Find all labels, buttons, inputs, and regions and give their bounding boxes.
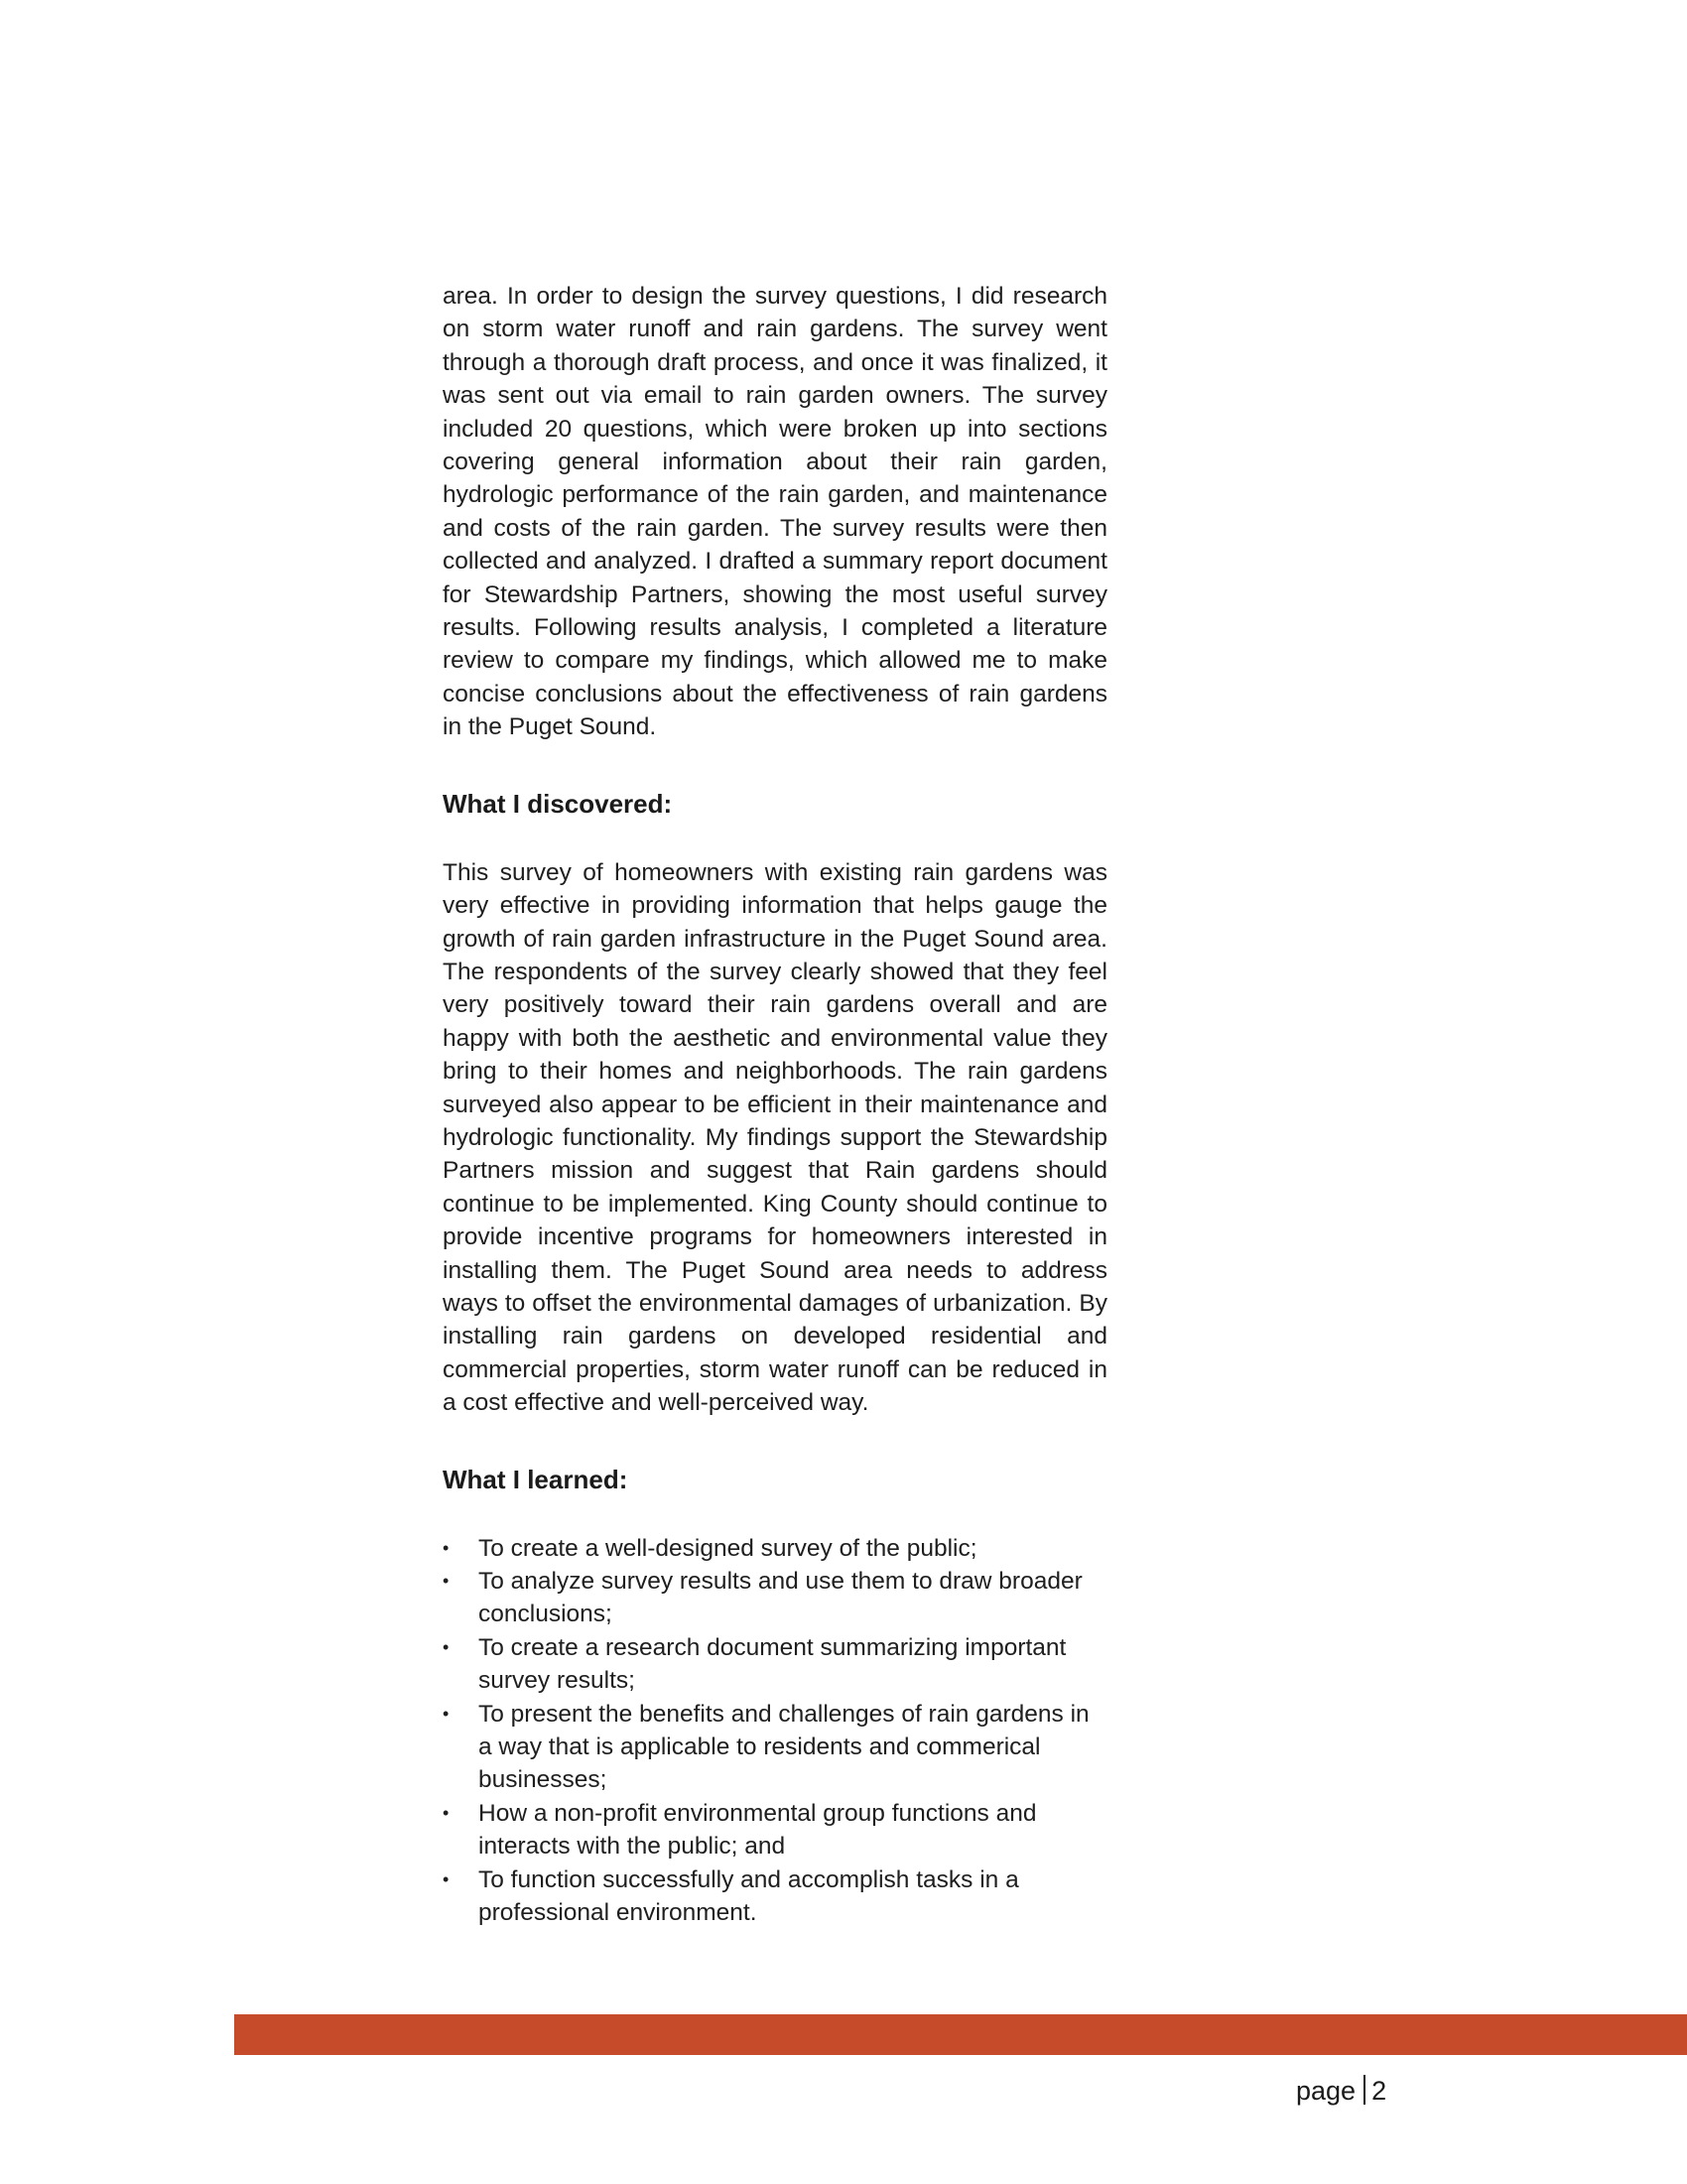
document-body <box>443 280 1107 1929</box>
list-item <box>443 1631 1107 1698</box>
list-item-text: To function successfully and accomplish tasks in a professional environment. <box>478 1865 1019 1927</box>
discovered-paragraph: This survey of homeowners with existing rain gardens was very effective in providing information that helps gauge the growth of rain garden infrastructure in the Puget Sound area. The respondents of the survey clearly showed that they feel very positively toward their rain gardens overall and are happy with both the aesthetic and environmental value they bring to their homes and neighborhoods. The rain gardens surveyed also appear to be efficient in their maintenance and hydrologic functionality. My findings support the Stewardship Partners mission and suggest that Rain gardens should continue to be implemented. King County should continue to provide incentive programs for homeowners interested in installing them. The Puget Sound area needs to address ways to offset the environmental damages of urbanization. By installing rain gardens on developed residential and commercial properties, storm water runoff can be reduced in a cost effective and well-perceived way. <box>443 858 1107 1417</box>
list-item <box>443 1532 1107 1565</box>
page-label: page <box>1296 2076 1357 2106</box>
bullet-icon: • <box>443 1868 450 1889</box>
bullet-icon: • <box>443 1571 450 1591</box>
list-item-text: To analyze survey results and use them to draw broader conclusions; <box>478 1568 1083 1628</box>
footer-accent-bar <box>234 2014 1687 2055</box>
page-number-value: 2 <box>1371 2076 1387 2106</box>
bullet-icon: • <box>443 1703 450 1724</box>
learned-list <box>443 1532 1107 1930</box>
bullet-icon: • <box>443 1636 450 1657</box>
list-item-text: To present the benefits and challenges of rain gardens in a way that is applicable to residents and commerical businesses; <box>478 1700 1090 1794</box>
bullet-icon: • <box>443 1802 450 1823</box>
list-item-text: How a non-profit environmental group functions and interacts with the public; and <box>478 1799 1037 1861</box>
list-item <box>443 1797 1107 1863</box>
list-item-text: To create a well-designed survey of the public; <box>478 1534 977 1562</box>
page-separator <box>1363 2075 1365 2105</box>
list-item-text: To create a research document summarizing important survey results; <box>478 1633 1067 1695</box>
list-item <box>443 1565 1107 1631</box>
intro-paragraph: area. In order to design the survey questions, I did research on storm water runoff and rain gardens. The survey went through a thorough draft process, and once it was finalized, it was sent out via email to rain garden owners. The survey included 20 questions, which were broken up into sections covering general information about their rain garden, hydrologic performance of the rain garden, and maintenance and costs of the rain garden. The survey results were then collected and analyzed. I drafted a summary report document for Stewardship Partners, showing the most useful survey results. Following results analysis, I completed a literature review to compare my findings, which allowed me to make concise conclusions about the effectiveness of rain gardens in the Puget Sound. <box>443 283 1107 741</box>
list-item <box>443 1863 1107 1930</box>
page-number <box>1296 2074 1386 2108</box>
section-heading-discovered: What I discovered: <box>443 788 673 819</box>
section-heading-learned: What I learned: <box>443 1464 628 1494</box>
bullet-icon: • <box>443 1537 450 1558</box>
list-item <box>443 1698 1107 1797</box>
